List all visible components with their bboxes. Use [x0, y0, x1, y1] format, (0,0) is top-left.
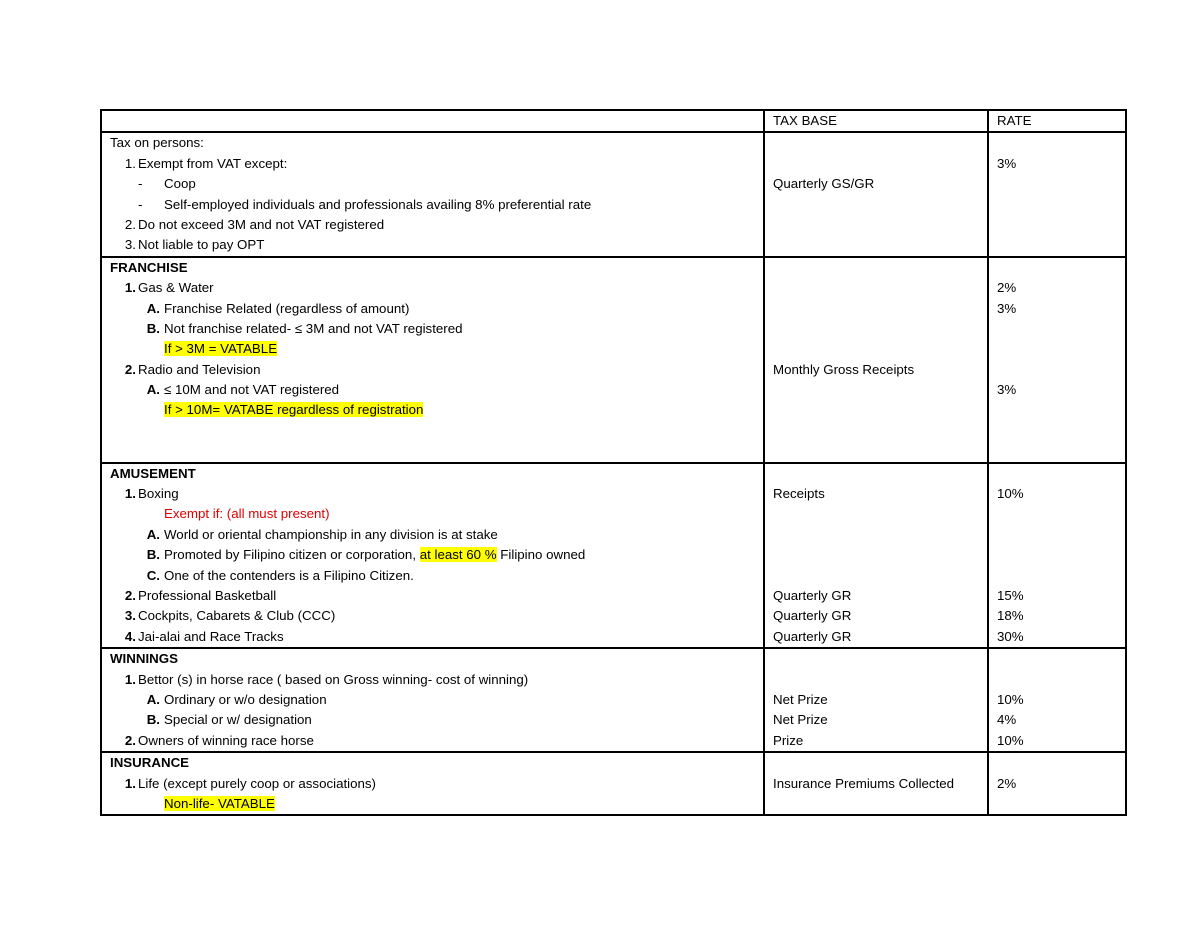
header-rate: RATE	[988, 110, 1126, 132]
persons-title: Tax on persons:	[110, 135, 204, 151]
table-row	[101, 132, 1126, 256]
amusement-item-b-highlight: at least 60 %	[419, 547, 497, 563]
winnings-item-2: Owners of winning race horse	[138, 732, 314, 748]
insurance-title: INSURANCE	[110, 755, 190, 771]
winnings-rate-b: 4%	[997, 712, 1017, 728]
winnings-rate-cell	[988, 648, 1126, 752]
amusement-item-4: Jai-alai and Race Tracks	[138, 628, 284, 644]
winnings-item-1: Bettor (s) in horse race ( based on Gross winning- cost of winning)	[138, 671, 529, 687]
franchise-tax-base-cell	[764, 257, 988, 463]
franchise-note-1: If > 3M = VATABLE	[164, 341, 278, 357]
franchise-title: FRANCHISE	[110, 259, 188, 275]
amusement-item-c: One of the contenders is a Filipino Citizen.	[164, 567, 414, 583]
amusement-base-2: Quarterly GR	[773, 587, 852, 603]
amusement-item-2: Professional Basketball	[138, 587, 277, 603]
table-row	[101, 648, 1126, 752]
table-header-row	[101, 110, 1126, 132]
persons-tax-base-cell	[764, 132, 988, 256]
amusement-description: AMUSEMENT 1. Boxing Exempt if: (all must present) A. World or oriental championship in any division is at stake B. Promoted by Filipino citizen or corporation, at least 60 % Filipino owned C. One of the contenders is a Filipino Citizen. 2. Professional Basketball 3. Cockpits, Cabarets & Club (CCC) 4. Jai-alai and Race Tracks	[101, 463, 764, 649]
amusement-rate-4: 30%	[997, 628, 1024, 644]
amusement-base-4: Quarterly GR	[773, 628, 852, 644]
amusement-rate-cell	[988, 463, 1126, 649]
persons-item-2: Do not exceed 3M and not VAT registered	[138, 216, 385, 232]
amusement-rate-1: 10%	[997, 486, 1024, 502]
persons-dash-1: Coop	[164, 176, 196, 192]
franchise-item-c: ≤ 10M and not VAT registered	[164, 382, 340, 398]
header-empty-cell	[101, 110, 764, 132]
table-row	[101, 463, 1126, 649]
persons-item-3: Not liable to pay OPT	[138, 237, 265, 253]
persons-tax-base: Quarterly GS/GR	[773, 176, 875, 192]
header-tax-base: TAX BASE	[764, 110, 988, 132]
franchise-tax-base: Monthly Gross Receipts	[773, 361, 915, 377]
winnings-tax-base-cell	[764, 648, 988, 752]
amusement-exempt-note: Exempt if: (all must present)	[164, 506, 330, 522]
amusement-item-3: Cockpits, Cabarets & Club (CCC)	[138, 608, 336, 624]
amusement-item-1: Boxing	[138, 486, 179, 502]
amusement-rate-2: 15%	[997, 587, 1024, 603]
table-row	[101, 257, 1126, 463]
insurance-description: INSURANCE 1. Life (except purely coop or associations) Non-life- VATABLE	[101, 752, 764, 815]
tax-table	[100, 109, 1127, 816]
insurance-rate: 2%	[997, 775, 1017, 791]
winnings-item-a: Ordinary or w/o designation	[164, 691, 327, 707]
amusement-item-a: World or oriental championship in any division is at stake	[164, 526, 498, 542]
franchise-rate-c: 3%	[997, 382, 1017, 398]
persons-rate-cell	[988, 132, 1126, 256]
amusement-title: AMUSEMENT	[110, 465, 196, 481]
franchise-description: FRANCHISE 1. Gas & Water A. Franchise Related (regardless of amount) B. Not franchise related- ≤ 3M and not VAT registered If > 3M = VATABLE 2. Radio and Television A. ≤ 10M and not VAT registered If > 10M= VATABE regardless of registration	[101, 257, 764, 463]
franchise-rate-cell	[988, 257, 1126, 463]
insurance-tax-base-cell	[764, 752, 988, 815]
franchise-note-2: If > 10M= VATABE regardless of registration	[164, 402, 424, 418]
franchise-item-2: Radio and Television	[138, 361, 261, 377]
franchise-item-b: Not franchise related- ≤ 3M and not VAT registered	[164, 320, 463, 336]
franchise-item-a: Franchise Related (regardless of amount)	[164, 300, 410, 316]
persons-item-1: Exempt from VAT except:	[138, 155, 288, 171]
persons-description: Tax on persons: 1. Exempt from VAT except: - Coop - Self-employed individuals and professionals availing 8% preferential rate 2. Do not exceed 3M and not VAT registered 3. Not liable to pay OPT	[101, 132, 764, 256]
winnings-base-a: Net Prize	[773, 691, 828, 707]
amusement-item-b-post: Filipino owned	[496, 547, 586, 563]
winnings-title: WINNINGS	[110, 651, 178, 667]
franchise-rate-a: 2%	[997, 280, 1017, 296]
amusement-item-b-pre: Promoted by Filipino citizen or corporation,	[164, 547, 420, 563]
winnings-item-b: Special or w/ designation	[164, 712, 312, 728]
franchise-item-1: Gas & Water	[138, 280, 214, 296]
amusement-rate-3: 18%	[997, 608, 1024, 624]
amusement-base-1: Receipts	[773, 486, 825, 502]
amusement-tax-base-cell	[764, 463, 988, 649]
persons-dash-2: Self-employed individuals and professionals availing 8% preferential rate	[164, 196, 592, 212]
winnings-rate-2: 10%	[997, 732, 1024, 748]
winnings-base-2: Prize	[773, 732, 804, 748]
insurance-note: Non-life- VATABLE	[164, 795, 275, 811]
persons-rate: 3%	[997, 155, 1017, 171]
insurance-rate-cell	[988, 752, 1126, 815]
franchise-rate-b: 3%	[997, 300, 1017, 316]
amusement-base-3: Quarterly GR	[773, 608, 852, 624]
insurance-tax-base: Insurance Premiums Collected	[773, 775, 955, 791]
table-row	[101, 752, 1126, 815]
winnings-description: WINNINGS 1. Bettor (s) in horse race ( based on Gross winning- cost of winning) A. Ordinary or w/o designation B. Special or w/ designation 2. Owners of winning race horse	[101, 648, 764, 752]
winnings-rate-a: 10%	[997, 691, 1024, 707]
insurance-item-1: Life (except purely coop or associations)	[138, 775, 376, 791]
winnings-base-b: Net Prize	[773, 712, 828, 728]
